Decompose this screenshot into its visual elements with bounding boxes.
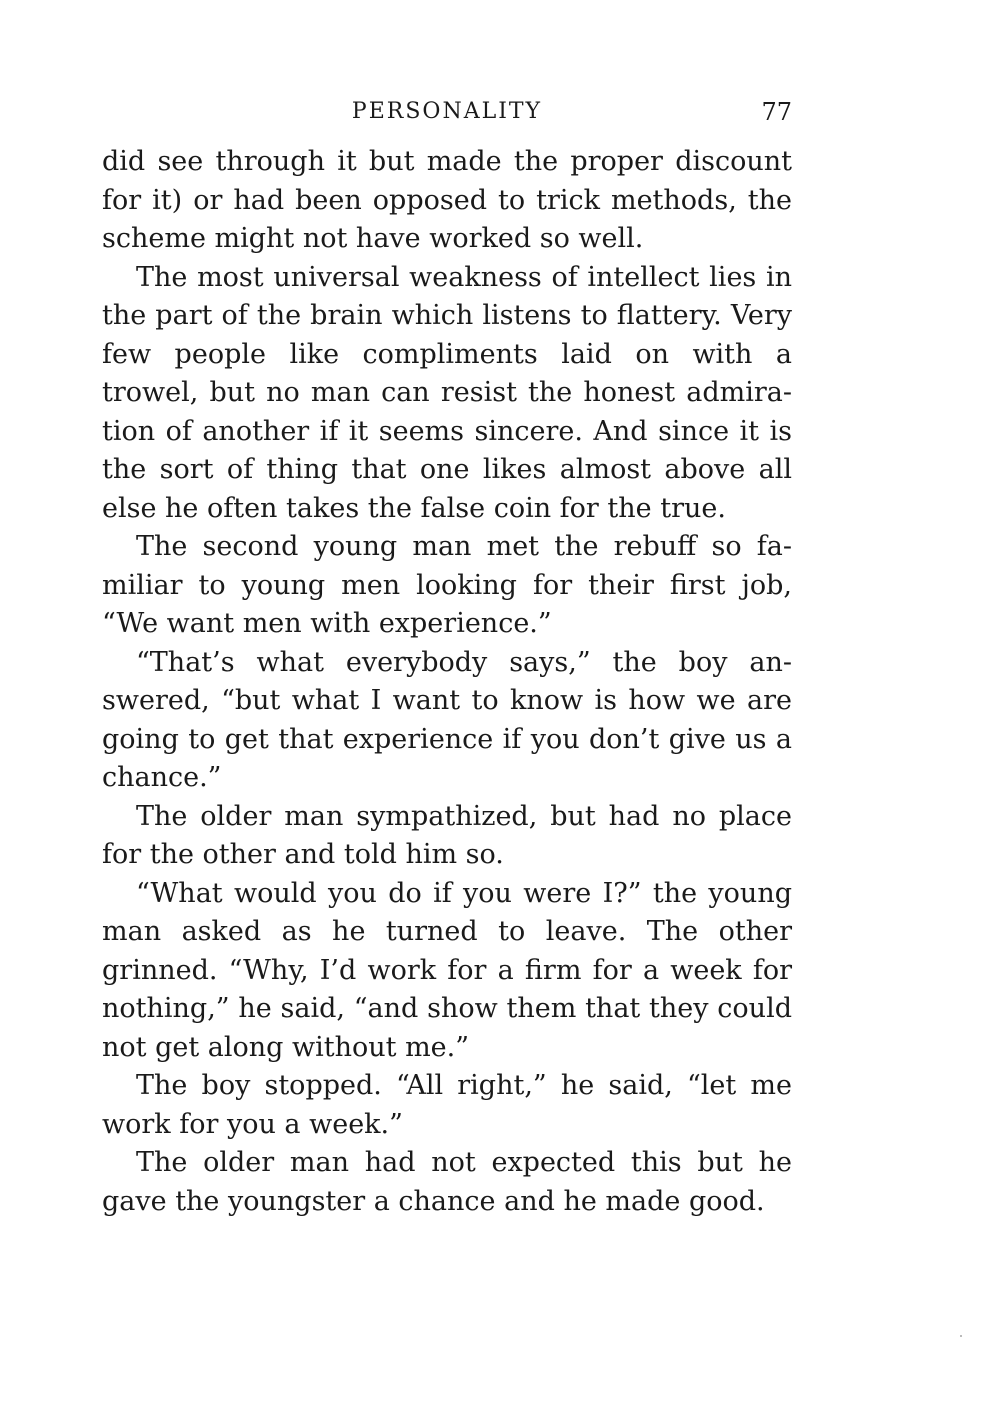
paragraph: “What would you do if you were I?” the young man asked as he turned to leave. The other grinned. “Why, I’d work for a firm for a week for nothing,” he said, “and show them that they could not get along without me.”	[102, 877, 792, 1063]
paragraph: The boy stopped. “All right,” he said, “let me work for you a week.”	[102, 1070, 792, 1140]
scan-speck	[960, 1335, 962, 1337]
running-head	[102, 92, 792, 132]
running-title: PERSONALITY	[351, 99, 543, 124]
paragraph: The older man had not expected this but he gave the youngster a chance and he made good.	[102, 1147, 792, 1217]
page-number: 77	[761, 98, 792, 126]
body-text	[102, 143, 792, 1221]
paragraph-continued: did see through it but made the proper discount for it) or had been opposed to trick methods, the scheme might not have worked so well.	[102, 146, 792, 254]
paragraph: The older man sympathized, but had no place for the other and told him so.	[102, 800, 792, 870]
paragraph: The most universal weakness of intellect lies in the part of the brain which listens to flattery. Very few people like compliments laid on with a trowel, but no man can resist the honest admiration of another if it seems sincere. And since it is the sort of thing that one likes almost above all else he often takes the false coin for the true.	[102, 261, 792, 524]
paragraph: The second young man met the rebuff so familiar to young men looking for their first job, “We want men with experience.”	[102, 531, 792, 639]
paragraph: “That’s what everybody says,” the boy answered, “but what I want to know is how we are going to get that experience if you don’t give us a chance.”	[102, 646, 792, 793]
